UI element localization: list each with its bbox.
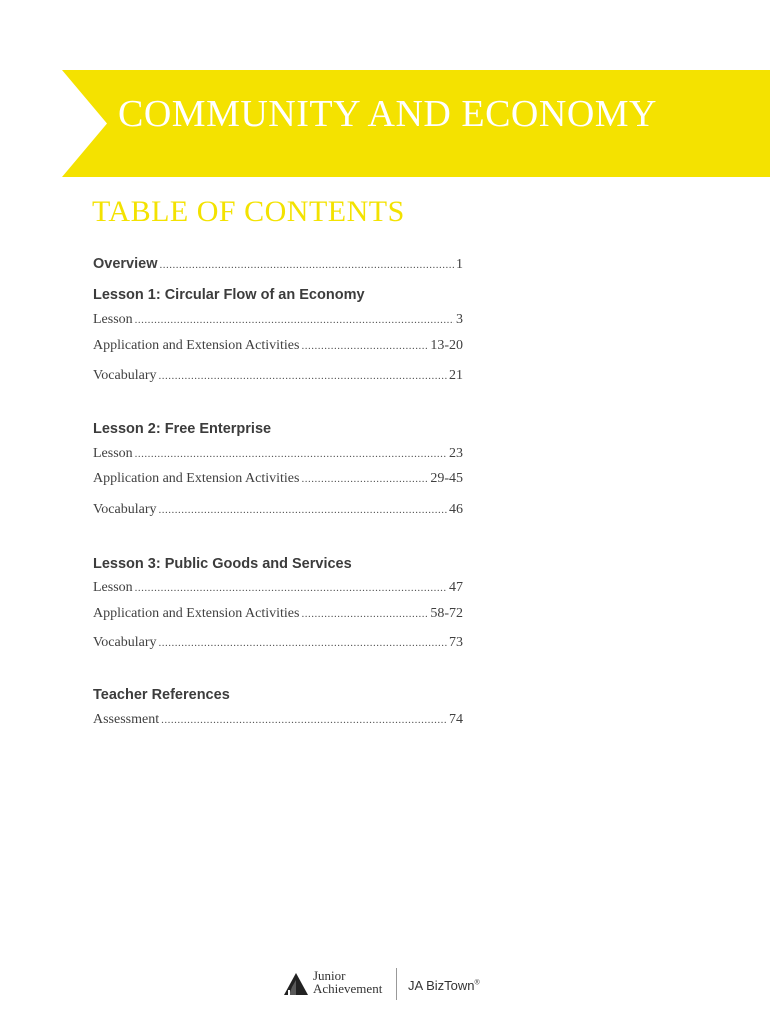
registered-mark: ® [474,979,480,987]
toc-entry-page: 46 [449,502,463,517]
toc-entry-label: Lesson [93,580,133,595]
biztown-logo [408,978,480,993]
section-title-lesson-3: Lesson 3: Public Goods and Services [93,556,352,572]
toc-entry-page: 74 [449,712,463,727]
toc-entry-label: Overview [93,256,158,272]
junior-achievement-logo-text [313,969,403,995]
toc-entry [93,338,463,358]
toc-entry-page: 1 [456,257,463,272]
dot-leader [159,504,448,516]
dot-leader [159,637,448,649]
dot-leader [301,340,428,352]
toc-entry [93,471,463,491]
toc-entry-label: Application and Extension Activities [93,338,300,353]
toc-entry-label: Application and Extension Activities [93,471,300,486]
toc-entry [93,635,463,655]
toc-entry [93,712,463,732]
footer-divider [396,968,397,1000]
section-title-lesson-1: Lesson 1: Circular Flow of an Economy [93,287,365,303]
toc-entry-page: 23 [449,446,463,461]
toc-entry-label: Lesson [93,446,133,461]
dot-leader [159,370,448,382]
toc-entry [93,312,463,332]
toc-entry-page: 58-72 [430,606,463,621]
toc-entry [93,368,463,388]
section-title-lesson-2: Lesson 2: Free Enterprise [93,421,272,437]
toc-entry [93,606,463,626]
dot-leader [135,582,447,594]
toc-entry-page: 73 [449,635,463,650]
toc-entry-page: 29-45 [430,471,463,486]
toc-entry-page: 13-20 [430,338,463,353]
toc-entry-label: Application and Extension Activities [93,606,300,621]
dot-leader [135,448,447,460]
toc-heading: TABLE OF CONTENTS [92,195,405,228]
brand-name: JA BizTown [408,978,475,993]
logo-line-1: Junior [313,968,346,983]
toc-entry-label: Vocabulary [93,502,157,517]
section-title-teacher-references: Teacher References [93,687,230,703]
toc-entry-overview [93,256,463,276]
toc-entry-page: 3 [456,312,463,327]
junior-achievement-mountain-icon [283,972,309,996]
toc-entry-page: 47 [449,580,463,595]
toc-entry [93,580,463,600]
toc-entry [93,502,463,522]
dot-leader [161,714,447,726]
dot-leader [135,314,454,326]
toc-entry-page: 21 [449,368,463,383]
document-title: COMMUNITY AND ECONOMY [118,93,657,135]
dot-leader [160,259,455,271]
logo-line-2: Achievement [313,981,383,996]
toc-entry-label: Assessment [93,712,160,727]
dot-leader [301,473,428,485]
dot-leader [301,608,428,620]
toc-entry [93,446,463,466]
toc-entry-label: Lesson [93,312,133,327]
toc-entry-label: Vocabulary [93,368,157,383]
toc-entry-label: Vocabulary [93,635,157,650]
